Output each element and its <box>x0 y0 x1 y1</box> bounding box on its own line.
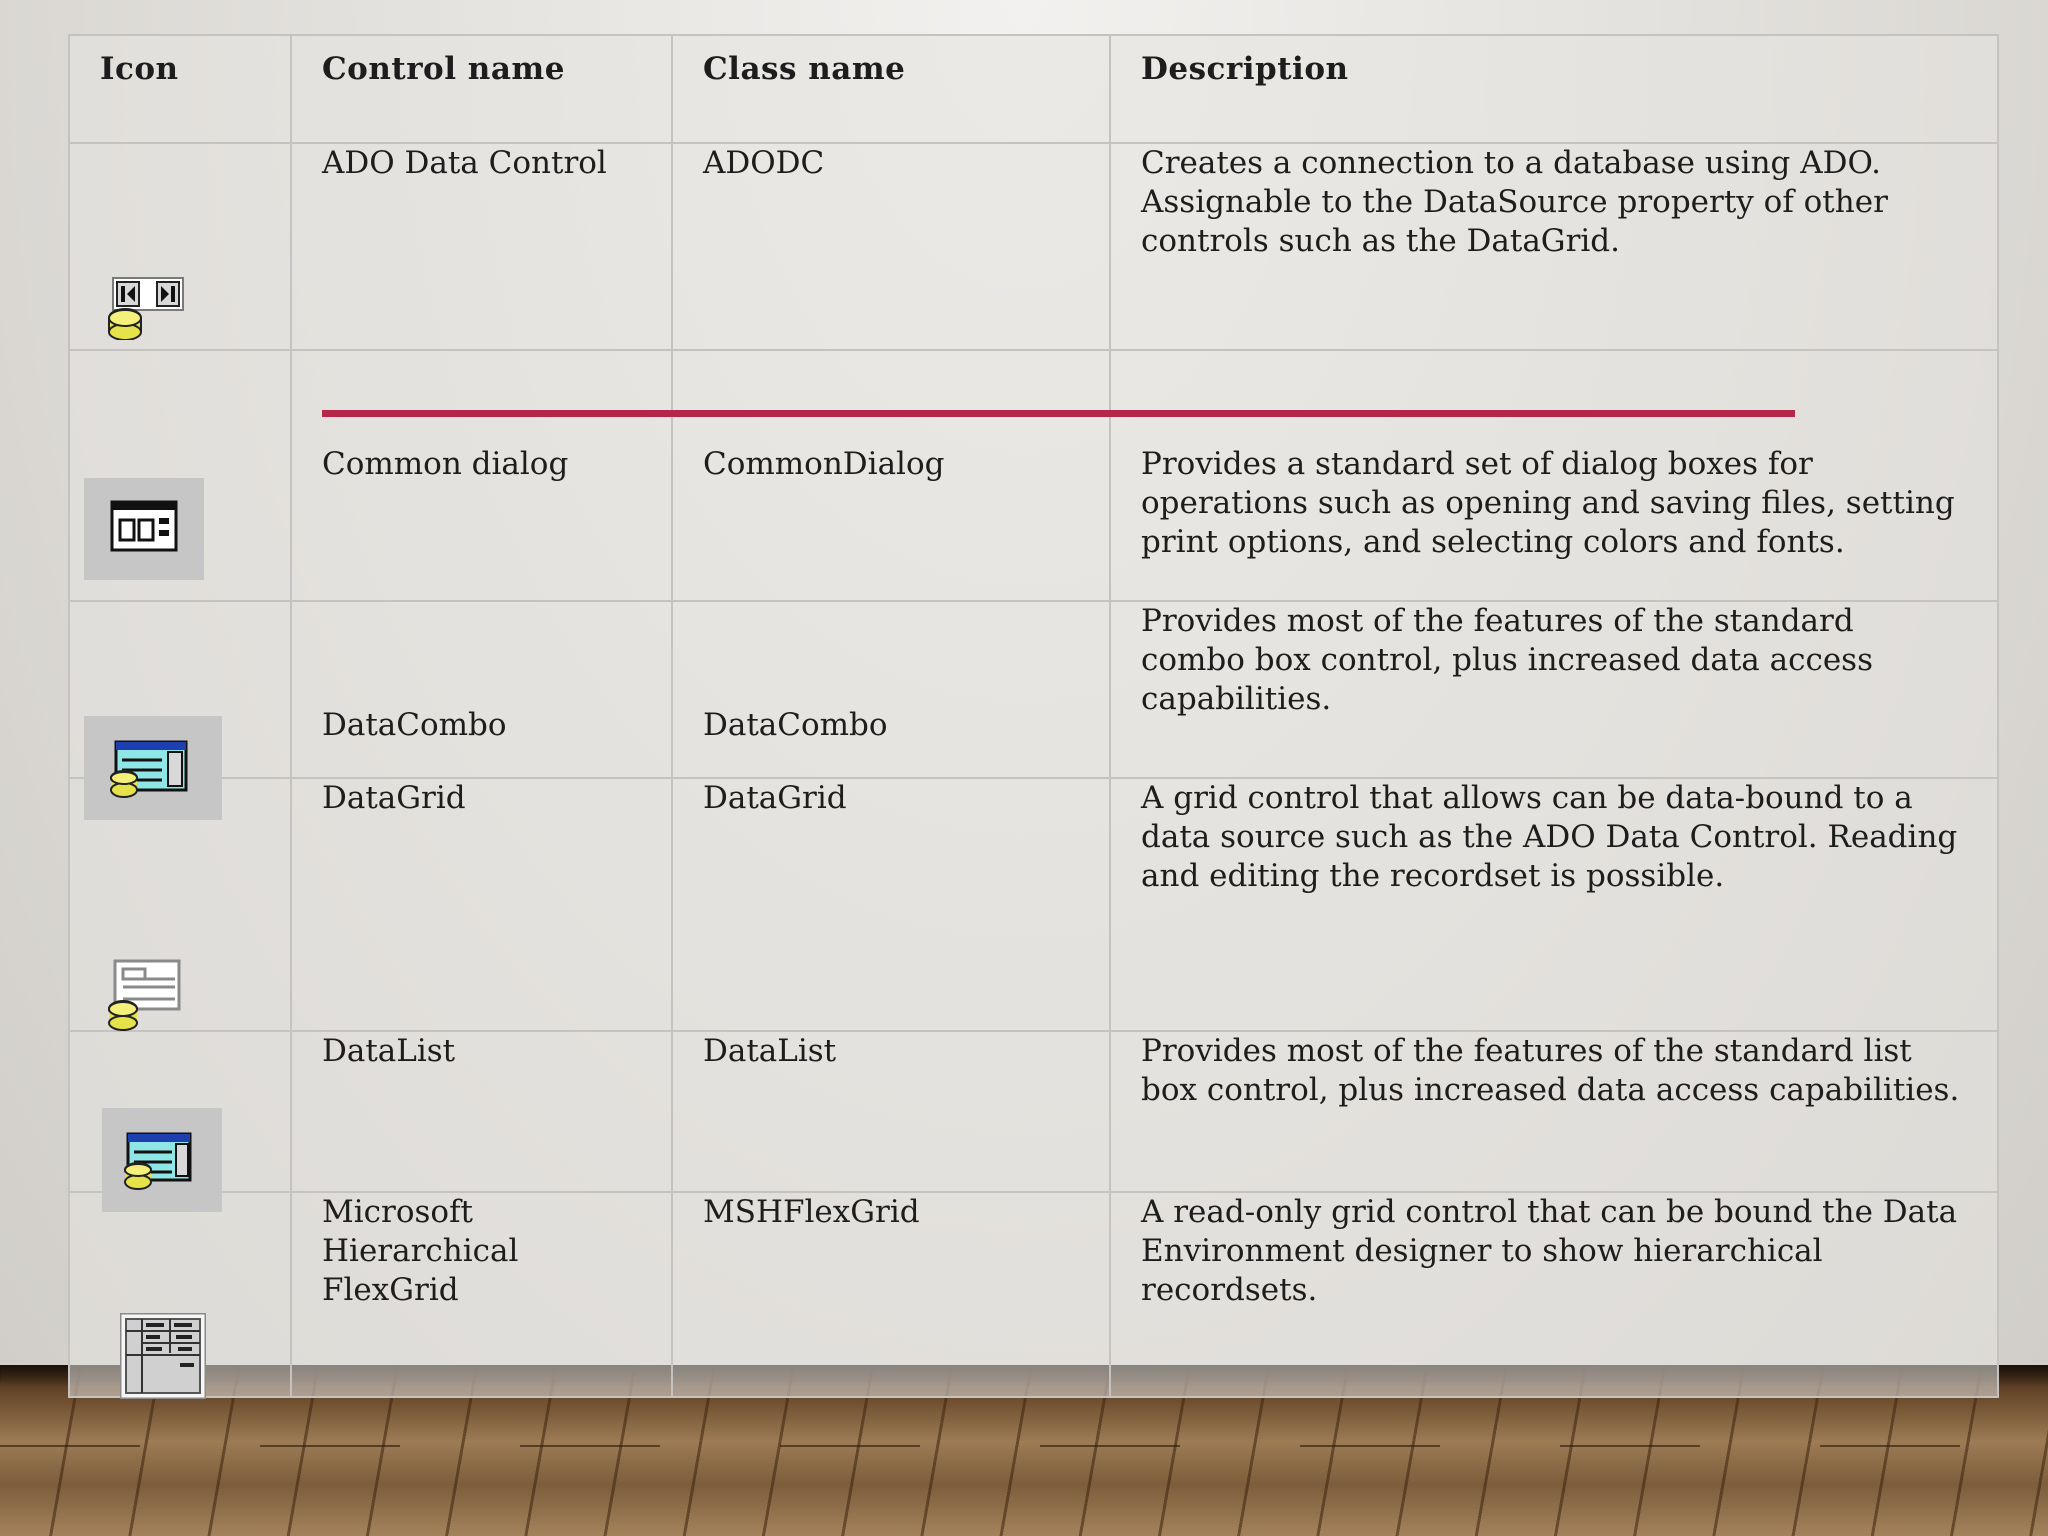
icon-cell <box>69 778 291 1031</box>
control-name-cell: Microsoft Hierarchical FlexGrid <box>291 1192 672 1397</box>
class-name-cell: ADODC <box>672 143 1110 350</box>
class-name-cell: DataList <box>672 1031 1110 1192</box>
control-name-cell: Common dialog <box>291 350 672 601</box>
control-name-cell: DataList <box>291 1031 672 1192</box>
controls-table <box>68 34 1999 1398</box>
table-row <box>69 143 1998 350</box>
table-row <box>69 350 1998 601</box>
mshflexgrid-icon <box>120 1313 206 1399</box>
table-row <box>69 1031 1998 1192</box>
icon-cell <box>69 1192 291 1397</box>
table-row <box>69 778 1998 1031</box>
common-dialog-icon <box>84 478 204 580</box>
datagrid-icon <box>105 959 183 1031</box>
class-name-cell: CommonDialog <box>672 350 1110 601</box>
table-header-row <box>69 35 1998 143</box>
header-icon: Icon <box>69 35 291 143</box>
icon-cell <box>69 143 291 350</box>
header-description: Description <box>1110 35 1998 143</box>
class-name-cell: DataCombo <box>672 601 1110 778</box>
header-control-name: Control name <box>291 35 672 143</box>
icon-cell <box>69 350 291 601</box>
class-name-cell: DataGrid <box>672 778 1110 1031</box>
description-cell: Provides most of the features of the standard combo box control, plus increased data access capabilities. <box>1110 601 1998 778</box>
control-name-cell: ADO Data Control <box>291 143 672 350</box>
description-cell: Provides a standard set of dialog boxes for operations such as opening and saving files, setting print options, and selecting colors and fonts. <box>1110 350 1998 601</box>
control-name-cell: DataCombo <box>291 601 672 778</box>
accent-line <box>322 410 1795 417</box>
control-name-cell: DataGrid <box>291 778 672 1031</box>
class-name-cell: MSHFlexGrid <box>672 1192 1110 1397</box>
description-cell: A read-only grid control that can be bound the Data Environment designer to show hierarchical recordsets. <box>1110 1192 1998 1397</box>
icon-cell <box>69 1031 291 1192</box>
description-cell: Creates a connection to a database using ADO. Assignable to the DataSource property of other controls such as the DataGrid. <box>1110 143 1998 350</box>
table-row <box>69 1192 1998 1397</box>
header-class-name: Class name <box>672 35 1110 143</box>
description-cell: A grid control that allows can be data-bound to a data source such as the ADO Data Control. Reading and editing the recordset is possible. <box>1110 778 1998 1031</box>
ado-data-control-icon <box>105 274 187 340</box>
description-cell: Provides most of the features of the standard list box control, plus increased data access capabilities. <box>1110 1031 1998 1192</box>
icon-cell <box>69 601 291 778</box>
table-row <box>69 601 1998 778</box>
